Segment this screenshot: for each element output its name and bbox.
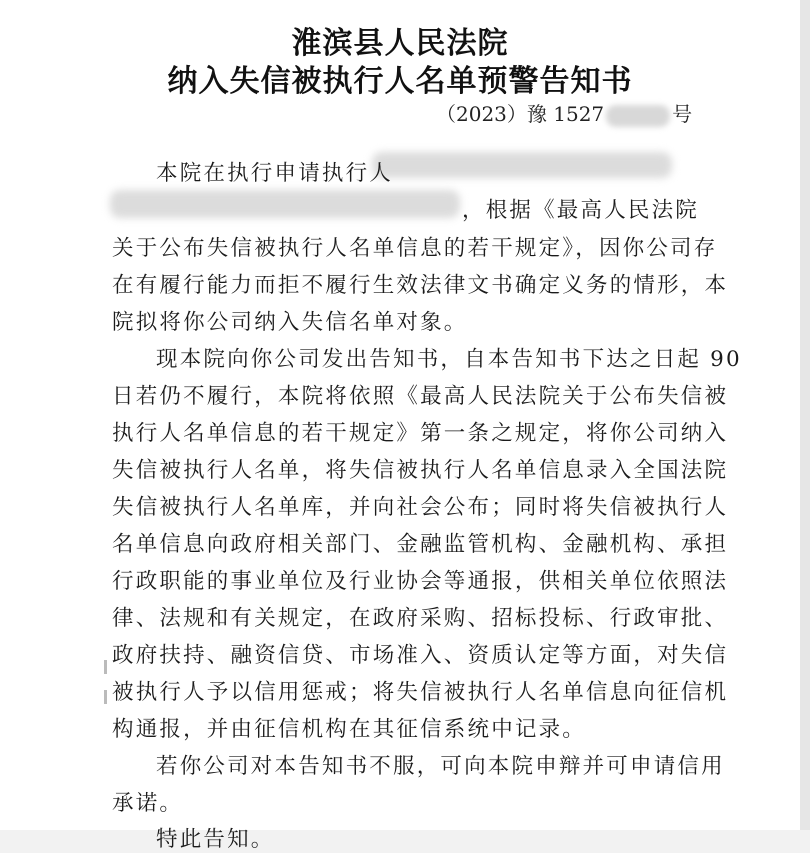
paragraph-line: 院拟将你公司纳入失信名单对象。 bbox=[112, 310, 468, 335]
document-number bbox=[436, 98, 692, 127]
binding-mark bbox=[104, 660, 107, 674]
paragraph-line: 在有履行能力而拒不履行生效法律文书确定义务的情形，本 bbox=[112, 273, 729, 298]
redacted-number bbox=[606, 105, 670, 127]
paragraph-line: 律、法规和有关规定，在政府采购、招标投标、行政审批、 bbox=[112, 606, 729, 631]
redacted-case-detail bbox=[110, 190, 460, 218]
document-number-prefix: （2023）豫 1527 bbox=[436, 102, 605, 126]
paragraph-line: 承诺。 bbox=[112, 791, 184, 816]
paragraph-line: 名单信息向政府相关部门、金融监管机构、金融机构、承担 bbox=[112, 532, 729, 557]
paragraph-line: 特此告知。 bbox=[156, 827, 275, 852]
paragraph-line: 失信被执行人名单库，并向社会公布；同时将失信被执行人 bbox=[112, 495, 729, 520]
paragraph-line: 政府扶持、融资信贷、市场准入、资质认定等方面，对失信 bbox=[112, 643, 729, 668]
redacted-applicant bbox=[372, 152, 672, 178]
document-number-suffix: 号 bbox=[672, 102, 693, 126]
document-title: 纳入失信被执行人名单预警告知书 bbox=[167, 64, 633, 99]
paragraph-line: 关于公布失信被执行人名单信息的若干规定》，因你公司存 bbox=[112, 236, 718, 261]
binding-mark bbox=[104, 690, 107, 704]
paragraph-line: 本院在执行申请执行人 bbox=[156, 161, 394, 186]
paragraph-line: 执行人名单信息的若干规定》第一条之规定，将你公司纳入 bbox=[112, 421, 729, 446]
paragraph-line: 失信被执行人名单，将失信被执行人名单信息录入全国法院 bbox=[112, 458, 729, 483]
paragraph-line: 构通报，并由征信机构在其征信系统中记录。 bbox=[112, 717, 587, 742]
paragraph-line: 被执行人予以信用惩戒；将失信被执行人名单信息向征信机 bbox=[112, 680, 729, 705]
page-edge bbox=[800, 0, 810, 830]
paragraph-line: 行政职能的事业单位及行业协会等通报，供相关单位依照法 bbox=[112, 569, 729, 594]
paragraph-line: 日若仍不履行，本院将依照《最高人民法院关于公布失信被 bbox=[112, 384, 729, 409]
court-name: 淮滨县人民法院 bbox=[291, 26, 509, 61]
paragraph-line: 现本院向你公司发出告知书，自本告知书下达之日起 90 bbox=[156, 347, 742, 372]
paragraph-line: 若你公司对本告知书不服，可向本院申辩并可申请信用 bbox=[156, 754, 725, 779]
paragraph-line: ，根据《最高人民法院 bbox=[462, 198, 700, 223]
